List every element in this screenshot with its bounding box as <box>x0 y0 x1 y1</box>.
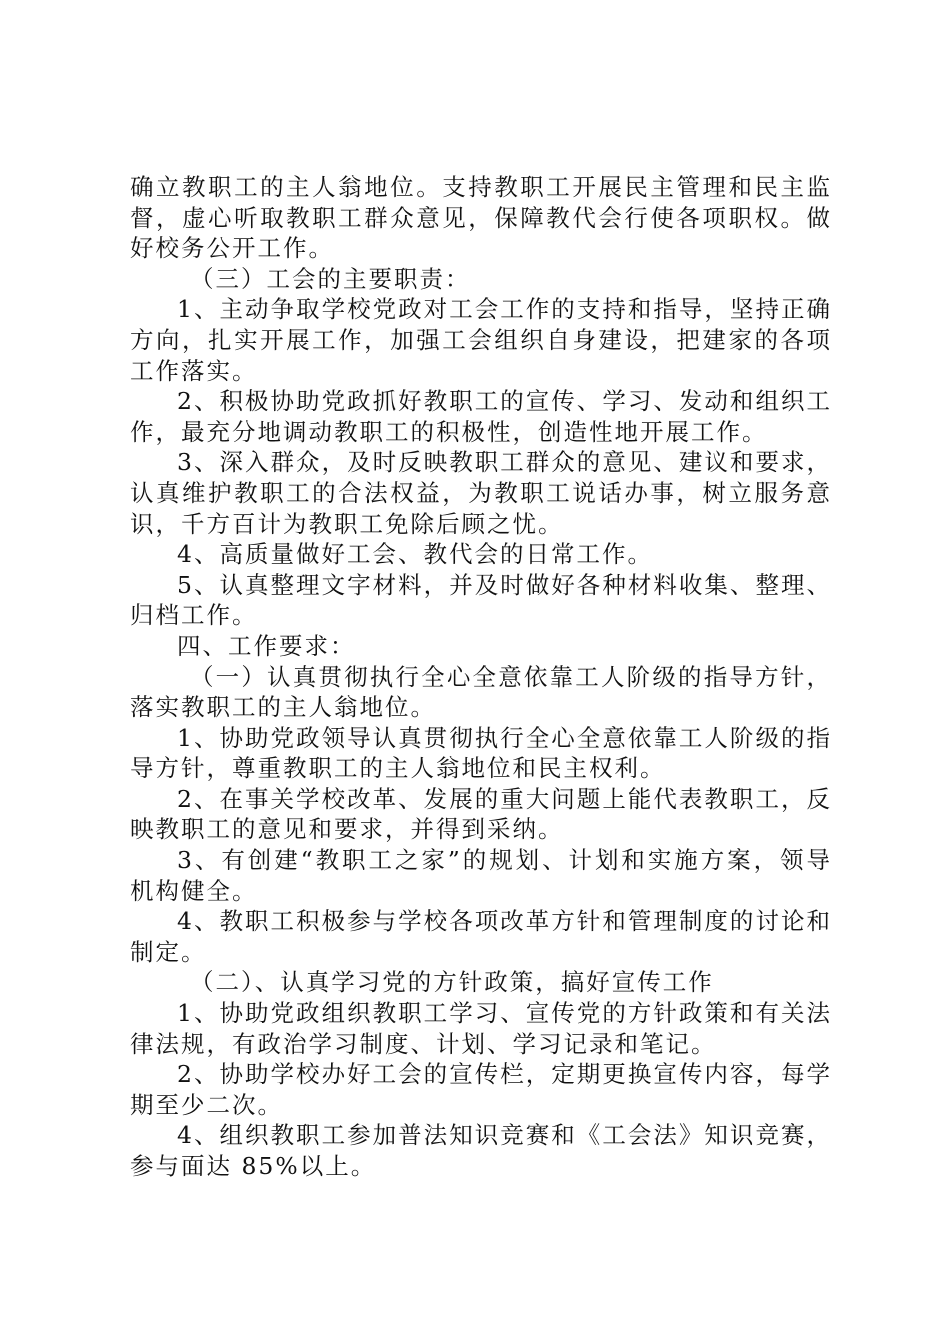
document-body <box>130 172 830 1182</box>
text-line: 作，最充分地调动教职工的积极性，创造性地开展工作。 <box>130 417 768 446</box>
text-line: 1、协助党政领导认真贯彻执行全心全意依靠工人阶级的指 <box>177 723 830 752</box>
text-line: 工作落实。 <box>130 356 258 385</box>
text-line: 2、积极协助党政抓好教职工的宣传、学习、发动和组织工 <box>177 387 830 416</box>
text-line: 确立教职工的主人翁地位。支持教职工开展民主管理和民主监 <box>130 173 830 201</box>
text-line: 参与面达 85%以上。 <box>130 1152 377 1180</box>
text-line: 认真维护教职工的合法权益，为教职工说话办事，树立服务意 <box>130 478 830 507</box>
text-line: 4、高质量做好工会、教代会的日常工作。 <box>177 540 653 569</box>
text-line: 期至少二次。 <box>130 1090 283 1119</box>
text-line: （二）、认真学习党的方针政策，搞好宣传工作 <box>190 968 714 997</box>
text-line: 归档工作。 <box>130 601 258 630</box>
text-line: 4、组织教职工参加普法知识竞赛和《工会法》知识竞赛， <box>177 1121 830 1150</box>
text-line: 2、在事关学校改革、发展的重大问题上能代表教职工，反 <box>177 784 830 813</box>
text-line: 2、协助学校办好工会的宣传栏，定期更换宣传内容，每学 <box>177 1060 830 1089</box>
text-line: 1、协助党政组织教职工学习、宣传党的方针政策和有关法 <box>177 999 830 1028</box>
text-line: 制定。 <box>130 937 207 966</box>
text-line: 导方针，尊重教职工的主人翁地位和民主权利。 <box>130 754 666 783</box>
text-line: 映教职工的意见和要求，并得到采纳。 <box>130 815 564 844</box>
text-line: 律法规，有政治学习制度、计划、学习记录和笔记。 <box>130 1029 717 1058</box>
text-line: 5、认真整理文字材料，并及时做好各种材料收集、整理、 <box>177 570 830 599</box>
text-line: （三）工会的主要职责： <box>190 264 471 293</box>
text-line: 好校务公开工作。 <box>130 234 334 263</box>
text-line: 4、教职工积极参与学校各项改革方针和管理制度的讨论和 <box>177 907 830 936</box>
text-line: （一）认真贯彻执行全心全意依靠工人阶级的指导方针， <box>190 662 830 691</box>
text-line: 3、深入群众，及时反映教职工群众的意见、建议和要求， <box>177 448 830 477</box>
text-line: 落实教职工的主人翁地位。 <box>130 693 436 722</box>
text-line: 3、有创建“教职工之家”的规划、计划和实施方案，领导 <box>177 846 830 875</box>
text-line: 机构健全。 <box>130 876 258 905</box>
text-line: 督，虚心听取教职工群众意见，保障教代会行使各项职权。做 <box>130 203 830 232</box>
text-line: 方向，扎实开展工作，加强工会组织自身建设，把建家的各项 <box>130 325 830 354</box>
text-line: 四、工作要求： <box>177 631 356 660</box>
text-line: 识，千方百计为教职工免除后顾之忧。 <box>130 509 564 538</box>
text-line: 1、主动争取学校党政对工会工作的支持和指导，坚持正确 <box>177 295 830 324</box>
